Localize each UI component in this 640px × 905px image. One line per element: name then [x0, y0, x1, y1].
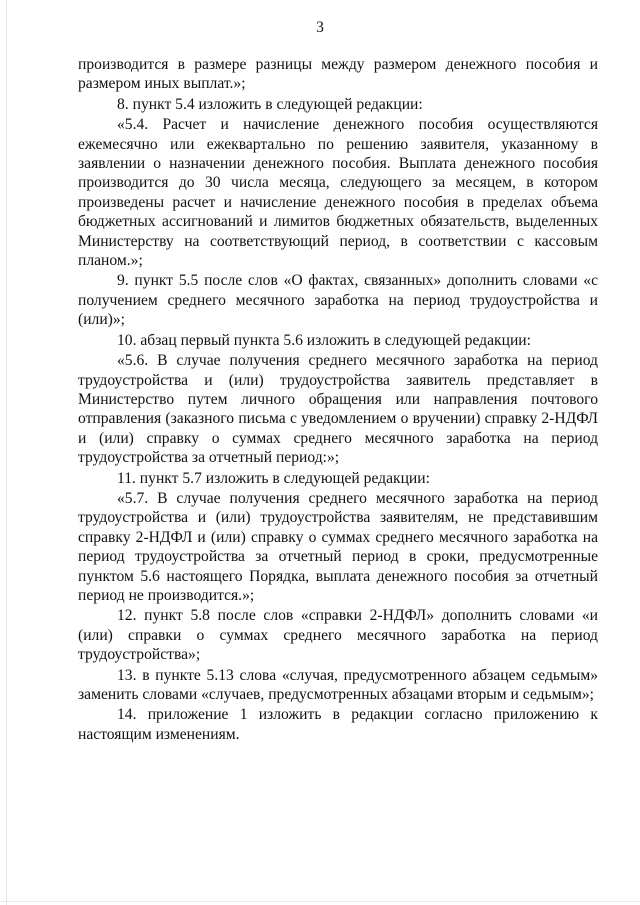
scan-bottom-line — [0, 901, 640, 902]
page-number: 3 — [316, 19, 324, 36]
paragraph: 10. абзац первый пункта 5.6 изложить в следующей редакции: — [117, 331, 531, 349]
paragraph: «5.6. В случае получения среднего месячного заработка на период трудоустройства и (или) трудоустройства заявитель представляет в Министерство путем личного обращения или направления почтового отправления (заказного письма с уведомлением о вручении) справку 2-НДФЛ и (или) справку о суммах среднего месячного заработка на период трудоустройства за отчетный период:»; — [78, 352, 598, 467]
paragraph: «5.4. Расчет и начисление денежного пособия осуществляются ежемесячно или ежеквартально по решению заявителя, указанному в заявлении о назначении денежного пособия. Выплата денежного пособия производится до 30 числа месяца, следующего за месяцем, в котором произведены расчет и начисление денежного пособия в пределах объема бюджетных ассигнований и лимитов бюджетных обязательств, выделенных Министерству на соответствующий период, в соответствии с кассовым планом.»; — [78, 116, 598, 270]
paragraph: 8. пункт 5.4 изложить в следующей редакции: — [117, 95, 423, 113]
document-body — [78, 55, 598, 745]
scan-edge-line — [6, 0, 7, 905]
paragraph: 13. в пункте 5.13 слова «случая, предусмотренного абзацем седьмым» заменить словами «случаев, предусмотренных абзацами вторым и седьмым»; — [78, 666, 598, 703]
paragraph: 9. пункт 5.5 после слов «О фактах, связанных» дополнить словами «с получением среднего месячного заработка на период трудоустройства и (или)»; — [78, 272, 598, 329]
paragraph: 11. пункт 5.7 изложить в следующей редакции: — [117, 469, 430, 487]
paragraph: производится в размере разницы между размером денежного пособия и размером иных выплат.»; — [78, 56, 598, 93]
paragraph: 14. приложение 1 изложить в редакции согласно приложению к настоящим изменениям. — [78, 706, 598, 743]
paragraph: «5.7. В случае получения среднего месячного заработка на период трудоустройства и (или) трудоустройства заявителям, не представившим справку 2-НДФЛ и (или) справку о суммах среднего месячного заработка на период трудоустройства за отчетный период в сроки, предусмотренные пунктом 5.6 настоящего Порядка, выплата денежного пособия за отчетный период не производится.»; — [78, 489, 598, 604]
paragraph: 12. пункт 5.8 после слов «справки 2-НДФЛ» дополнить словами «и (или) справки о суммах среднего месячного заработка на период трудоустройства»; — [78, 607, 598, 664]
